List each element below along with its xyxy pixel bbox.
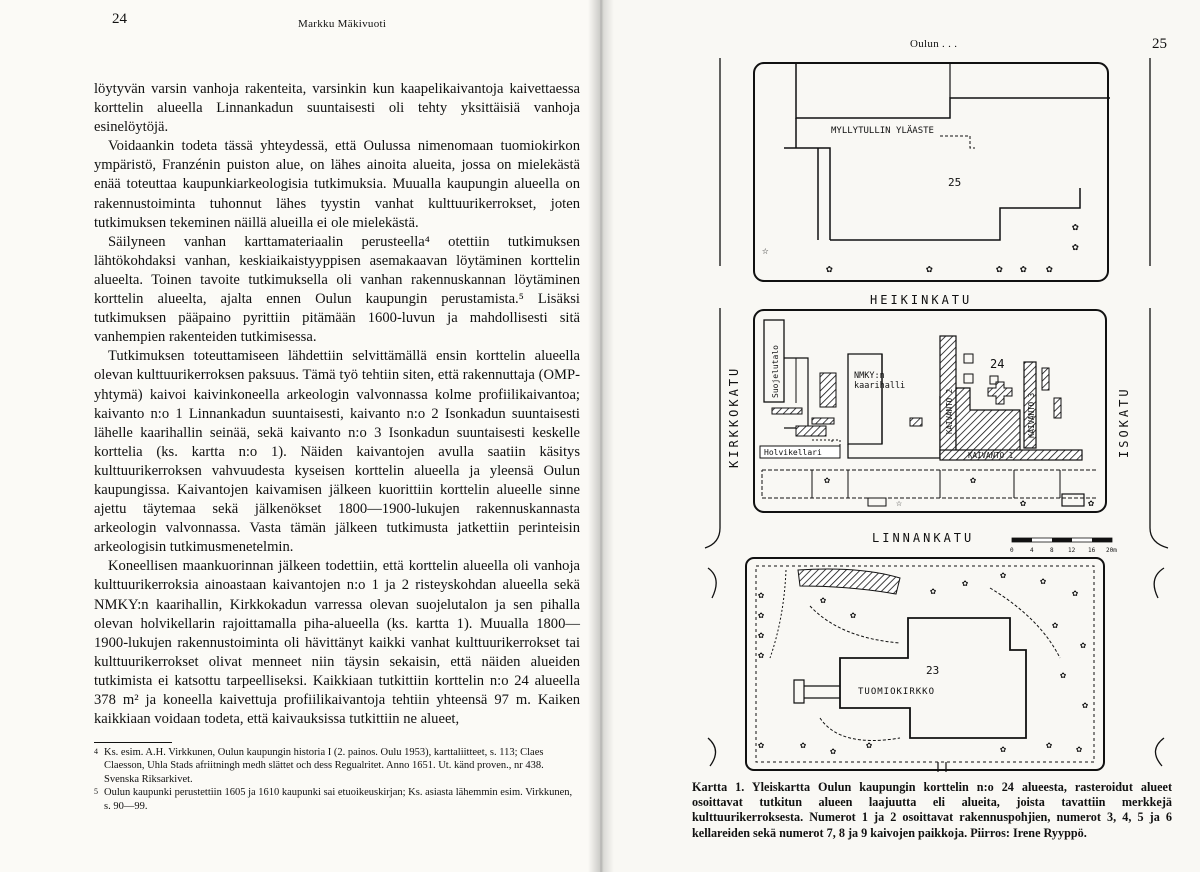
cellar-marker [964,354,973,363]
street-name-linnankatu: LINNANKATU [872,531,975,545]
kaivanto-3-label: KAIVANTO 3 [1027,392,1036,438]
excavated-area [988,382,1012,404]
nmky-label-line2: kaarihalli [854,381,906,391]
tree-icon: ✿ [1088,498,1095,509]
tree-icon: ✿ [930,586,937,597]
scale-tick: 0 [1010,547,1014,554]
dashed-boundary [940,136,975,148]
school-wall [830,188,1080,240]
tree-icon: ✿ [758,650,765,661]
footnote [94,786,580,813]
tree-icon: ✿ [1046,262,1053,275]
tree-icon: ✿ [758,610,765,621]
tree-icon: ✿ [1020,262,1027,275]
excavated-area [1042,368,1049,390]
footnote-text: Ks. esim. A.H. Virkkunen, Oulun kaupungin historia I (2. painos. Oulu 1953), karttaliitteet, s. 113; Claes Claesson, Uhla Stads afriitningh medh slättet och dess Regualritet. Anno 1651. Ut. känd proven., nr 438. Svenska Riksarkivet. [104,747,544,785]
church-porch [794,680,804,703]
tree-icon: ✿ [1080,640,1087,651]
tree-icon: ✿ [800,740,807,751]
page-number: 25 [1152,36,1167,52]
caption-text: Kartta 1. Yleiskartta Oulun kaupungin korttelin n:o 24 alueesta, rasteroidut alueet osoittavat tutkitun alueen laajuutta eli alueita, joista tavattiin merkkejä kulttuurikerroksesta. Numerot 1 ja 2 osoittavat rakennuspohjien, numerot 3, 4, 5 ja 6 kellareiden sekä numerot 7, 8 ja 9 kaivojen paikkoja. Piirros: Irene Ryyppö. [692,780,1172,840]
running-head: Oulun . . . [910,38,958,50]
street-name-kirkkokatu: KIRKKOKATU [727,365,741,468]
kaivanto-1-label: KAIVANTO 1 [968,451,1014,460]
tree-icon: ✿ [1072,588,1079,599]
paragraph: löytyvän varsin vanhoja rakenteita, varsinkin kun kaapelikaivantoja kaivettaessa korttelin alueella Linnankadun suuntaisesti oli tehty yksittäisiä vanhoja esinelöytöjä. [94,81,580,136]
book-gutter [588,0,614,872]
excavated-area [812,418,834,424]
scale-tick: 12 [1068,547,1076,554]
street-edge [720,58,1150,266]
block-23-number: 23 [926,664,940,677]
footnote [94,746,580,786]
excavated-area [956,388,1020,456]
excavated-area [1054,398,1061,418]
block-25-number: 25 [948,176,962,189]
kaivanto-2-label: KAIVANTO 2 [945,388,954,434]
tree-icon: ✿ [824,475,831,486]
tree-icon: ✿ [758,630,765,641]
tree-icon: ✿ [830,746,837,757]
block-25-outline [754,63,1108,281]
excavated-area [910,418,922,426]
footnote-mark: 5 [94,787,98,797]
tree-icon: ☆ [896,498,903,509]
scale-bar [1010,538,1117,554]
tree-icon: ✿ [1052,620,1059,631]
paragraph: Säilyneen vanhan karttamateriaalin perusteella⁴ otettiin tutkimuksen lähtökohdaksi vanhan, keskiaikaistyyppisen asemakaavan löytäminen korttelin alueelta. Toinen tavoite tutkimuksella oli vanhan rakennuskannan löytäminen korttelin alueelta, ajalta ennen Oulun kaupungin perustamista.⁵ Lisäksi tutkimuksen pääpaino pyrittiin pitämään 1600-luvun ja mahdollisesti sitä vanhempien rakenteiden tutkimisessa. [94,233,580,346]
tree-icon: ✿ [1020,498,1027,509]
paragraph: Voidaankin todeta tässä yhteydessä, että Oulussa nimenomaan tuomiokirkon ympäristö, Franzénin puiston alue, on lähes ainoita alueita, jossa on mielekästä enää toteuttaa kaupunkiarkeologisia tutkimuksia. Muualla kaupungin alueella on rakennustoiminta tuhonnut lähes tyystin vanhat kulttuurikerrokset, joten tutkimuksen tekeminen näillä alueilla ei ole mielekästä. [94,138,580,231]
street-edge [705,308,720,548]
street-name-heikinkatu: HEIKINKATU [870,293,973,307]
school-label: MYLLYTULLIN YLÄASTE [831,126,934,136]
paragraph: Koneellisen maankuorinnan jälkeen todettiin, että korttelin alueella oli vanhoja kulttuurikerroksia ainoastaan kaivantojen n:o 1 ja 2 risteyskohdan alueella sekä NMKY:n kaarihallin, Kirkkokadun varressa olevan suojelutalon ja sen pihalla olevan holvikellarin rajoittamalla piha-alueella (ks. kartta 1). Muualla 1800—1900-lukujen rakennustoiminta oli hävittänyt kaikki vanhat kulttuurikerrokset tai kulttuurikerrokset olivat menneet niin täysin sekaisin, että näiden alueiden tutkimista ei katsottu tarpeelliseksi. Kaikkiaan tutkittiin korttelin n:o 24 alueella 378 m² ja koneella kaivettuja profiilikaivantoja tehtiin yhteensä 97 m. Kaiken kaikkiaan voidaan todeta, että kaivauksissa tutkittiin ne alueet, [94,558,580,728]
park-path [770,570,786,658]
nmky-hall-outline [848,354,940,458]
paragraph: Tutkimuksen toteuttamiseen lähdettiin selvittämällä ensin korttelin alueella olevan kulttuurikerroksen paksuus. Tämä työ tehtiin siten, että rakennuttaja (OMP-yhtymä) kaivoi kaivinkoneella arkeologin valvonnassa kolme profiilikaivantoa; kaivanto n:o 1 Linnankadun suuntaisesti, kaivanto n:o 2 Isonkadun suuntaisesti lähelle kaarihallin seinää, sekä kaivanto n:o 3 Isonkadun suuntaisesti keskelle korttelia (ks. kartta n:o 1). Näiden kaivantojen avulla saatiin käsitys kulttuurikerroksen vahvuudesta kyseisen korttelin alueella ja yleensä Oulun kaupungissa. Kaivantojen kaivamisen jälkeen kuorittiin korttelin alueelle sinne ajettu täytemaa sekä jälkenökset 1800—1900-lukujen rakennuskannasta arkeologin valvonnassa. Vasta tämän jälkeen tutkimusta jatkettiin perinteisin arkeologisin tutkimusmenetelmin. [94,348,580,556]
tree-icon: ✿ [1082,700,1089,711]
tree-icon: ✿ [926,262,933,275]
running-head: Markku Mäkivuoti [298,18,387,30]
tuomiokirkko-building [840,618,1026,738]
park-trees [758,570,1088,757]
tree-icon: ☆ [762,244,769,257]
map-caption [692,780,1172,841]
tree-icon: ✿ [1060,670,1067,681]
tuomiokirkko-label: TUOMIOKIRKKO [858,687,936,697]
footnote-rule [94,742,172,743]
tree-icon: ✿ [962,578,969,589]
page-number: 24 [112,11,127,27]
scale-tick: 8 [1050,547,1054,554]
street-name-isokatu: ISOKATU [1117,386,1131,458]
tree-icon: ✿ [1046,740,1053,751]
nmky-label-line1: NMKY:n [854,371,885,381]
park-path [756,566,1094,762]
tree-icon: ✿ [1072,240,1079,253]
scale-tick: 4 [1030,547,1034,554]
shed-marker [1062,494,1084,506]
school-wall [796,63,1110,118]
tree-icon: ✿ [1072,220,1079,233]
block-24-outline [754,310,1106,512]
scale-tick: 20m [1106,547,1117,554]
tree-icon: ✿ [1000,744,1007,755]
school-wall [784,118,830,240]
tree-icon: ✿ [758,590,765,601]
footnote-text: Oulun kaupunki perustettiin 1605 ja 1610 kaupunki sai etuoikeuskirjan; Ks. asiasta lähemmin esim. Virkkunen, s. 90—99. [104,787,573,812]
excavated-area [820,373,836,407]
street-edge [1154,568,1164,766]
excavated-area [772,408,802,414]
street-edge [708,568,716,766]
tree-icon: ✿ [1040,576,1047,587]
tree-icon: ✿ [970,475,977,486]
holvikellari-label: Holvikellari [764,448,822,457]
cellar-marker [964,374,973,383]
tree-icon: ✿ [1076,744,1083,755]
suojelutalo-label: Suojelutalo [771,345,780,398]
body-text [94,80,580,729]
bench-marker [868,498,886,506]
tree-icon: ✿ [1000,570,1007,581]
tree-icon: ✿ [850,610,857,621]
block-map [700,58,1170,776]
tree-icon: ✿ [866,740,873,751]
fence-line [812,470,1060,498]
footnotes [94,746,580,813]
tree-icon: ✿ [996,262,1003,275]
tree-icon: ✿ [758,740,765,751]
excavated-area [796,426,826,436]
tree-icon: ✿ [826,262,833,275]
street-edge [1150,308,1168,548]
block-24-number: 24 [990,357,1005,371]
footnote-mark: 4 [94,747,98,756]
park-planting [798,569,900,594]
nmky-hall-outline [848,354,882,444]
scale-tick: 16 [1088,547,1096,554]
tree-icon: ✿ [820,595,827,606]
church-porch [804,686,840,698]
